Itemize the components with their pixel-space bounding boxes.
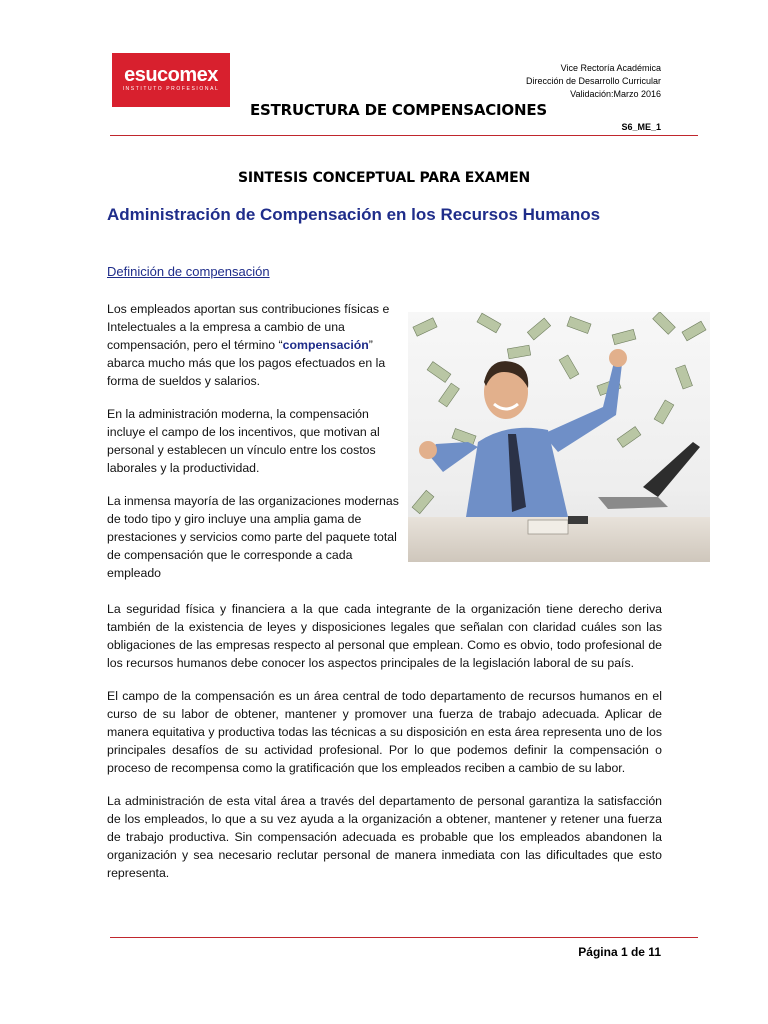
paragraph-1-text-b: ” abarca mucho más que los pagos efectuados en la forma de sueldos y salarios. — [107, 338, 386, 388]
section-heading — [0, 170, 768, 186]
section-heading-text: SINTESIS CONCEPTUAL PARA EXAMEN — [238, 170, 530, 186]
footer-divider — [110, 937, 698, 938]
page-number: Página 1 de 11 — [578, 945, 661, 959]
header-meta-line: Dirección de Desarrollo Curricular — [525, 76, 661, 86]
header-meta-line: Validación:Marzo 2016 — [570, 89, 661, 99]
page-title: Administración de Compensación en los Recursos Humanos — [107, 205, 601, 224]
paragraph-1 — [107, 300, 409, 390]
header-meta — [526, 62, 661, 101]
document-code: S6_ME_1 — [621, 122, 661, 132]
subheading-definicion: Definición de compensación — [107, 264, 270, 279]
paragraph-5: El campo de la compensación es un área central de todo departamento de recursos humanos en el curso de su labor de obtener, mantener y promover una fuerza de trabajo adecuada. Aplicar de manera equitativa y productiva todas las técnicas a su disposición en esta área representa uno de los principales desafíos de su actividad profesional. Por lo que podemos definir la compensación o proceso de recompensa como la gratificación que los empleados reciben a cambio de su labor. — [107, 689, 662, 775]
paragraph-2: En la administración moderna, la compensación incluye el campo de los incentivos, que motivan al personal y establecen un vínculo entre los costos laborales y la productividad. — [107, 407, 380, 475]
logo-text: esucomex — [124, 64, 218, 86]
header-meta-line: Vice Rectoría Académica — [560, 63, 661, 73]
money-rain-illustration — [408, 312, 710, 562]
paragraph-3: La inmensa mayoría de las organizaciones modernas de todo tipo y giro incluye una amplia gama de prestaciones y servicios como parte del paquete total de compensación que le corresponde a cada empleado — [107, 494, 399, 580]
highlight-compensacion: compensación — [282, 338, 369, 352]
paragraph-4: La seguridad física y financiera a la que cada integrante de la organización tiene derecho deriva también de la existencia de leyes y disposiciones legales que señalan con claridad cuáles son las obligaciones de las empresas respecto al personal que emplean. Como es obvio, todo profesional de los recursos humanos debe conocer los aspectos principales de la legislación laboral de su país. — [107, 602, 662, 670]
document-title: ESTRUCTURA DE COMPENSACIONES — [250, 101, 547, 119]
celebrating-man-photo — [408, 312, 710, 562]
header-divider — [110, 135, 698, 136]
paragraph-1-text-a: Los empleados aportan sus contribuciones físicas e Intelectuales a la empresa a cambio de una compensación, pero el término “ — [107, 302, 390, 352]
esucomex-logo — [112, 53, 230, 107]
logo-subtitle: INSTITUTO PROFESIONAL — [122, 86, 220, 92]
paragraph-6: La administración de esta vital área a través del departamento de personal garantiza la satisfacción de los empleados, lo que a su vez ayuda a la organización a obtener, mantener y retener una fuerza de trabajo productiva. Sin compensación adecuada es probable que los empleados abandonen la organización y sea necesario reclutar personal de manera inmediata con las dificultades que esto representa. — [107, 794, 662, 880]
